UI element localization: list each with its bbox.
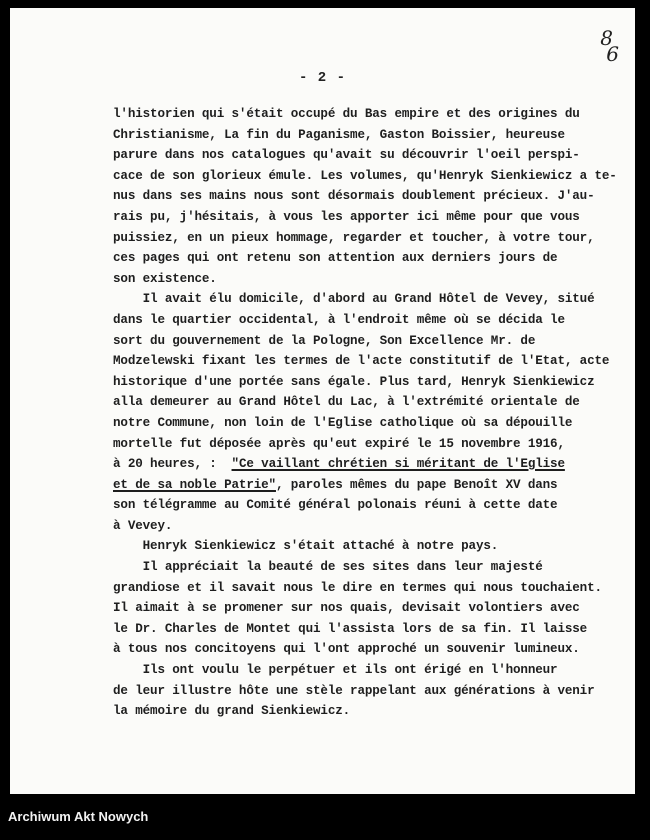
- text-line: rais pu, j'hésitais, à vous les apporter ici même pour que vous: [113, 209, 580, 224]
- text-line: puissiez, en un pieux hommage, regarder et toucher, à votre tour,: [113, 230, 595, 245]
- text-line: sort du gouvernement de la Pologne, Son Excellence Mr. de: [113, 333, 536, 348]
- archive-footer: [0, 794, 650, 840]
- text-line: Henryk Sienkiewicz s'était attaché à notre pays.: [113, 539, 499, 554]
- handwritten-number-bottom: 6: [606, 42, 619, 66]
- text-line: Il aimait à se promener sur nos quais, devisait volontiers avec: [113, 601, 580, 616]
- text-line-quote-start: [113, 454, 613, 475]
- text-prefix: à 20 heures, :: [113, 457, 232, 472]
- letter-body: [113, 104, 617, 722]
- text-line: Modzelewski fixant les termes de l'acte constitutif de l'Etat, acte: [113, 354, 610, 369]
- underlined-quote: et de sa noble Patrie": [113, 477, 276, 492]
- text-line: Christianisme, La fin du Paganisme, Gaston Boissier, heureuse: [113, 127, 565, 142]
- text-line: grandiose et il savait nous le dire en termes qui nous touchaient.: [113, 580, 602, 595]
- text-line: la mémoire du grand Sienkiewicz.: [113, 704, 351, 719]
- page-number: - 2 -: [298, 70, 346, 86]
- text-line: mortelle fut déposée après qu'eut expiré le 15 novembre 1916,: [113, 436, 565, 451]
- text-line: cace de son glorieux émule. Les volumes, qu'Henryk Sienkiewicz a te-: [113, 168, 617, 183]
- text-line: Il avait élu domicile, d'abord au Grand Hôtel de Vevey, situé: [113, 292, 595, 307]
- handwritten-folio-number: [600, 26, 619, 66]
- text-line: l'historien qui s'était occupé du Bas empire et des origines du: [113, 107, 580, 121]
- handwritten-number-top: 8: [600, 26, 613, 50]
- text-line: à Vevey.: [113, 518, 173, 533]
- text-line: Il appréciait la beauté de ses sites dans leur majesté: [113, 560, 543, 575]
- text-line: dans le quartier occidental, à l'endroit même où se décida le: [113, 312, 565, 327]
- text-line: historique d'une portée sans égale. Plus tard, Henryk Sienkiewicz: [113, 374, 595, 389]
- underlined-quote: "Ce vaillant chrétien si méritant de l'Eglise: [231, 457, 565, 472]
- text-line: son existence.: [113, 271, 217, 286]
- text-line: Ils ont voulu le perpétuer et ils ont érigé en l'honneur: [113, 663, 558, 678]
- text-line-quote-end: [113, 475, 613, 496]
- document-page: [10, 8, 635, 794]
- text-line: notre Commune, non loin de l'Eglise catholique où sa dépouille: [113, 415, 573, 430]
- text-line: son télégramme au Comité général polonais réuni à cette date: [113, 498, 558, 513]
- text-line: le Dr. Charles de Montet qui l'assista lors de sa fin. Il laisse: [113, 621, 588, 636]
- text-line: nus dans ses mains nous sont désormais doublement précieux. J'au-: [113, 189, 595, 204]
- text-suffix: , paroles mêmes du pape Benoît XV dans: [275, 477, 558, 492]
- text-line: alla demeurer au Grand Hôtel du Lac, à l'extrémité orientale de: [113, 395, 580, 410]
- text-line: parure dans nos catalogues qu'avait su découvrir l'oeil perspi-: [113, 148, 580, 163]
- archive-name: Archiwum Akt Nowych: [8, 809, 149, 824]
- text-line: ces pages qui ont retenu son attention aux derniers jours de: [113, 251, 558, 266]
- text-line: de leur illustre hôte une stèle rappelant aux générations à venir: [113, 683, 595, 698]
- text-line: à tous nos concitoyens qui l'ont approché un souvenir lumineux.: [113, 642, 580, 657]
